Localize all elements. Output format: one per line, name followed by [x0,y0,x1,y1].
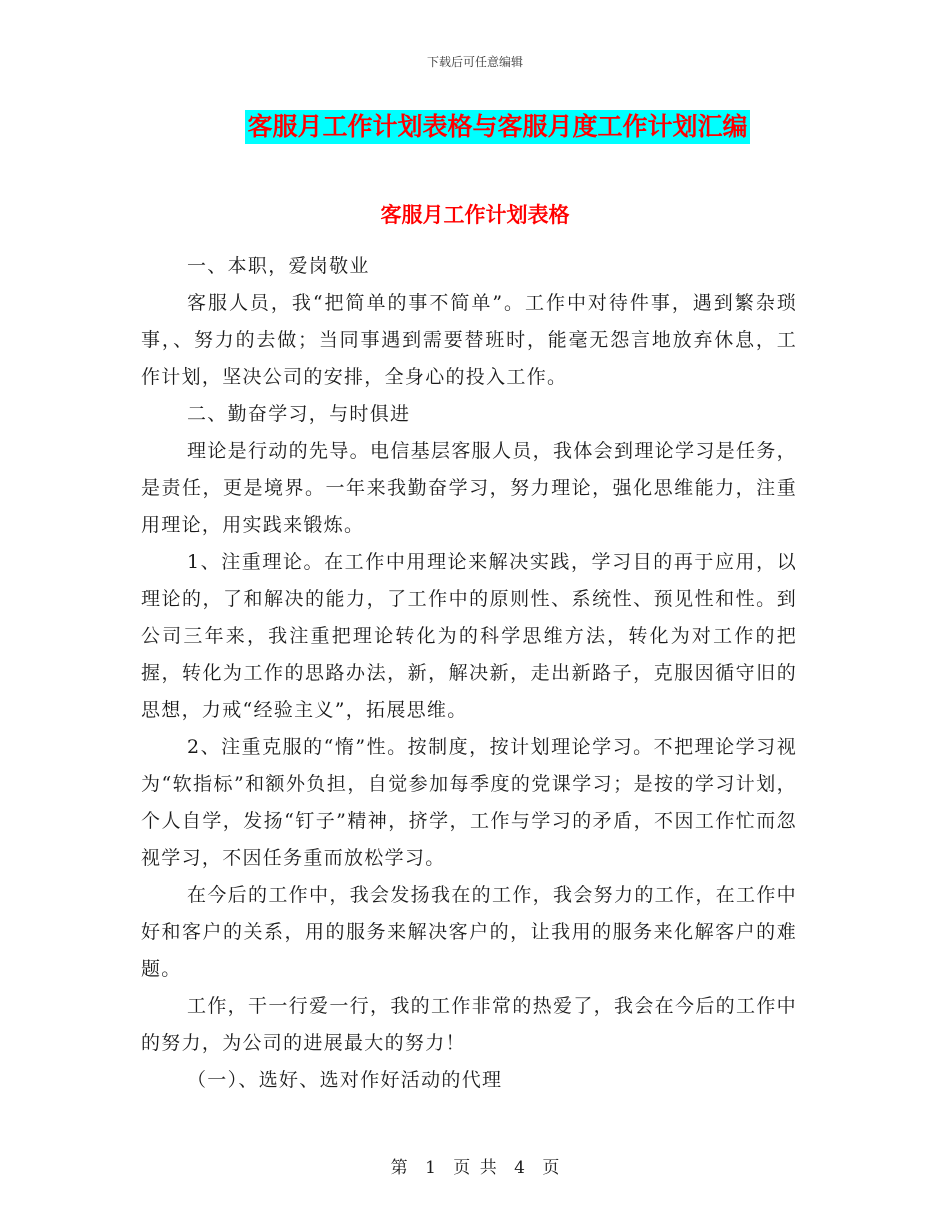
document-title-container [0,110,950,144]
paragraph: 理论是行动的先导。电信基层客服人员，我体会到理论学习是任务，是责任，更是境界。一年来我勤奋学习，努力理论，强化思维能力，注重用理论，用实践来锻炼。 [141,440,797,536]
paragraph: 1、注重理论。在工作中用理论来解决实践，学习目的再于应用，以理论的，了和解决的能力，了工作中的原则性、系统性、预见性和性。到公司三年来，我注重把理论转化为的科学思维方法，转化为对工作的把握，转化为工作的思路办法，新，解决新，走出新路子，克服因循守旧的思想，力戒“经验主义”，拓展思维。 [141,551,797,721]
paragraph: 在今后的工作中，我会发扬我在的工作，我会努力的工作，在工作中好和客户的关系，用的服务来解决客户的，让我用的服务来化解客户的难题。 [141,884,797,980]
document-body [141,248,797,1099]
paragraph: 工作，干一行爱一行，我的工作非常的热爱了，我会在今后的工作中的努力，为公司的进展最大的努力！ [141,995,797,1054]
page-footer [0,1153,950,1178]
footer-suffix: 页 [542,1158,560,1178]
footer-prefix: 第 [390,1158,408,1178]
paragraph: 2、注重克服的“惰”性。按制度，按计划理论学习。不把理论学习视为“软指标”和额外负担，自觉参加每季度的党课学习；是按的学习计划，个人自学，发扬“钉子”精神，挤学，工作与学习的矛盾，不因工作忙而忽视学习，不因任务重而放松学习。 [141,736,797,869]
footer-total-pages: 4 [514,1158,525,1178]
footer-page-number: 1 [425,1158,436,1178]
paragraph: 客服人员，我“把简单的事不简单”。工作中对待件事，遇到繁杂琐事，、努力的去做；当同事遇到需要替班时，能毫无怨言地放弃休息，工作计划，坚决公司的安排，全身心的投入工作。 [141,292,797,388]
footer-middle: 页 共 [453,1158,497,1178]
document-title: 客服月工作计划表格与客服月度工作计划汇编 [245,110,749,144]
section-title: 客服月工作计划表格 [380,202,570,227]
paragraph-heading-2: 二、勤奋学习，与时俱进 [187,403,411,425]
page-header-note: 下载后可任意编辑 [426,55,523,69]
paragraph-heading-1: 一、本职，爱岗敬业 [187,255,370,277]
paragraph-subheading: （一）、选好、选对作好活动的代理 [187,1069,503,1091]
